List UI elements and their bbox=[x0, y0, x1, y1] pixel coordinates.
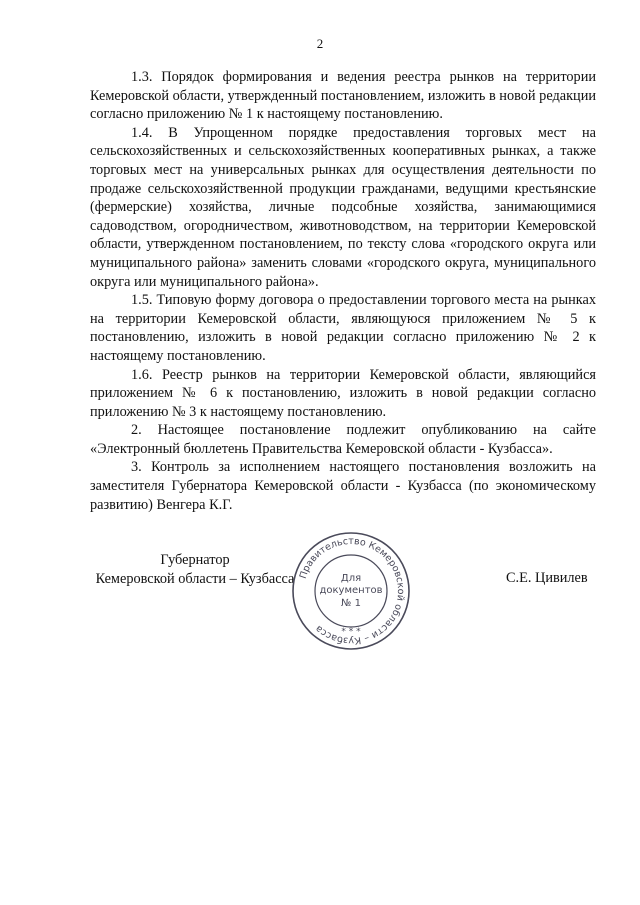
stamp-center-line1: Для bbox=[340, 573, 362, 584]
official-stamp bbox=[288, 528, 414, 654]
signatory-title bbox=[70, 551, 320, 589]
stamp-center-line3: № 1 bbox=[341, 598, 361, 609]
document-body bbox=[90, 68, 596, 514]
paragraph-2: 2. Настоящее постановление подлежит опубликованию на сайте «Электронный бюллетень Правительства Кемеровской области - Кузбасса». bbox=[90, 422, 596, 457]
signatory-title-line1: Губернатор bbox=[160, 552, 230, 568]
signatory-title-line2: Кемеровской области – Кузбасса bbox=[95, 571, 295, 587]
page-number: 2 bbox=[316, 36, 324, 51]
stamp-ring-text: Правительство Кемеровской области – Кузбасса bbox=[297, 535, 407, 647]
paragraph-1-4: 1.4. В Упрощенном порядке предоставления торговых мест на сельскохозяйственных и сельскохозяйственных кооперативных рынках, а также торговых мест на универсальных рынках для осуществления деятельности по продаже сельскохозяйственной продукции гражданами, ведущими крестьянские (фермерские) хозяйства, личные подсобные хозяйства, занимающимися садоводством, огородничеством, животноводством, на территории Кемеровской области, утвержденном постановлением, по тексту слова «городского округа или муниципального района» заменить словами «городского округа, муниципального округа или муниципального района». bbox=[90, 124, 596, 290]
signatory-name: С.Е. Цивилев bbox=[506, 570, 588, 586]
paragraph-1-3: 1.3. Порядок формирования и ведения реестра рынков на территории Кемеровской области, утвержденный постановлением, изложить в новой редакции согласно приложению № 1 к настоящему постановлению. bbox=[90, 69, 596, 123]
stamp-stars: * * * bbox=[341, 627, 361, 637]
paragraph-3: 3. Контроль за исполнением настоящего постановления возложить на заместителя Губернатора Кемеровской области - Кузбасса (по экономическому развитию) Венгера К.Г. bbox=[90, 459, 596, 513]
stamp-center-line2: документов bbox=[319, 585, 383, 596]
paragraph-1-5: 1.5. Типовую форму договора о предоставлении торгового места на рынках на территории Кемеровской области, являющуюся приложением № 5 к постановлению, изложить в новой редакции согласно приложению № 2 к настоящему постановлению. bbox=[90, 292, 596, 364]
paragraph-1-6: 1.6. Реестр рынков на территории Кемеровской области, являющийся приложением № 6 к постановлению, изложить в новой редакции согласно приложению № 3 к настоящему постановлению. bbox=[90, 366, 596, 420]
